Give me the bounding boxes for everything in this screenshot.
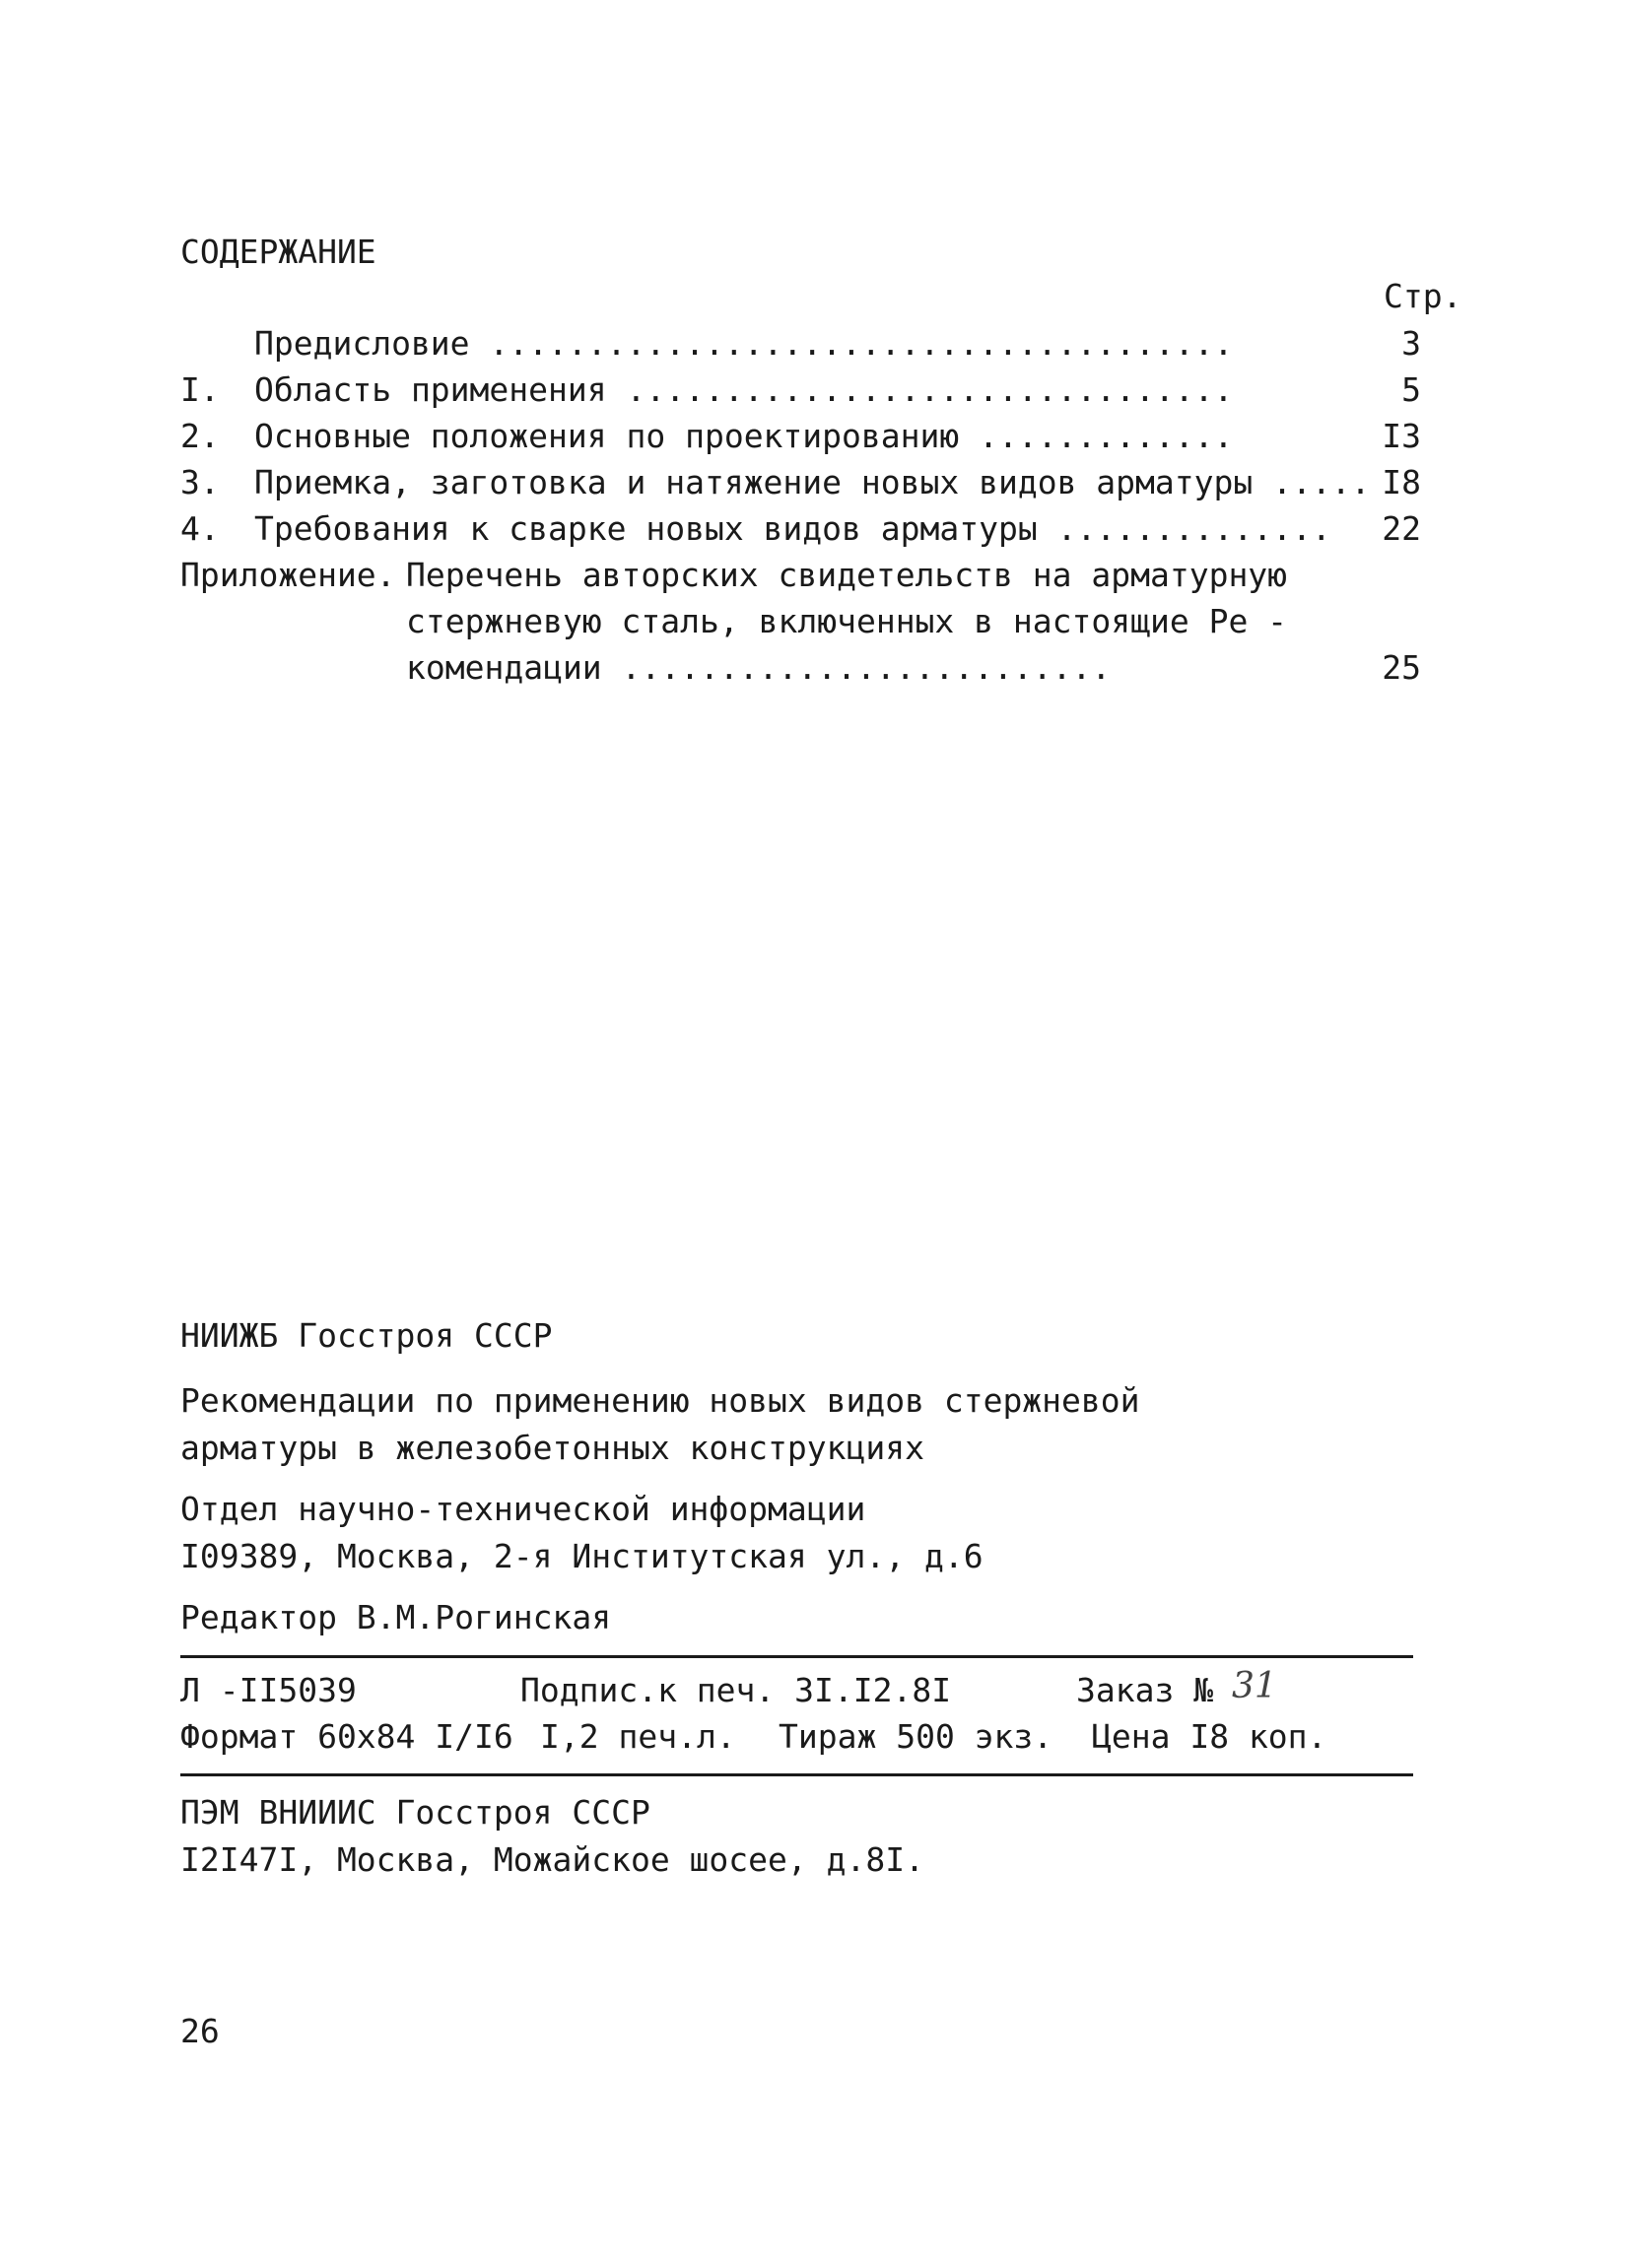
toc-entry-page: I8 bbox=[1382, 463, 1421, 501]
toc-entry-page: 5 bbox=[1401, 370, 1421, 409]
appendix-line: комендации ......................... bbox=[406, 648, 1112, 687]
appendix-page: 25 bbox=[1382, 648, 1421, 687]
toc-entry-number: I. bbox=[180, 370, 220, 409]
divider-line bbox=[180, 1773, 1413, 1776]
toc-entry-number: 3. bbox=[180, 463, 220, 501]
toc-appendix bbox=[0, 648, 1629, 696]
toc-entry bbox=[0, 463, 1629, 510]
toc-entry-page: 3 bbox=[1401, 324, 1421, 363]
page-number: 26 bbox=[180, 2012, 220, 2050]
print-run: Тираж 500 экз. bbox=[779, 1717, 1053, 1756]
format-info: Формат 60х84 I/I6 bbox=[180, 1717, 513, 1756]
toc-title: СОДЕРЖАНИЕ bbox=[180, 233, 376, 271]
imprint-title: Рекомендации по применению новых видов стержневой bbox=[180, 1381, 1140, 1420]
imprint-department: Отдел научно-технической информации bbox=[180, 1490, 866, 1528]
toc-entry bbox=[0, 417, 1629, 464]
toc-entry-text: Требования к сварке новых видов арматуры .............. bbox=[254, 509, 1331, 548]
imprint-org: НИИЖБ Госстроя СССР bbox=[180, 1316, 553, 1355]
toc-entry-page: 22 bbox=[1382, 509, 1421, 548]
printer-name: ПЭМ ВНИИИС Госстроя СССР bbox=[180, 1793, 650, 1832]
toc-entry-page: I3 bbox=[1382, 417, 1421, 455]
imprint-title: арматуры в железобетонных конструкциях bbox=[180, 1429, 924, 1467]
toc-entry-text: Приемка, заготовка и натяжение новых видов арматуры ..... bbox=[254, 463, 1371, 501]
price: Цена I8 коп. bbox=[1092, 1717, 1327, 1756]
toc-entry-number: 4. bbox=[180, 509, 220, 548]
order-label: Заказ № bbox=[1076, 1671, 1214, 1709]
toc-entry-text: Предисловие ...................................... bbox=[254, 324, 1234, 363]
toc-entry bbox=[0, 324, 1629, 371]
appendix-label: Приложение. bbox=[180, 556, 396, 594]
printer-address: I2I47I, Москва, Можайское шосее, д.8I. bbox=[180, 1840, 924, 1879]
toc-entry-number: 2. bbox=[180, 417, 220, 455]
appendix-line: Перечень авторских свидетельств на арматурную bbox=[406, 556, 1288, 594]
toc-entry-text: Область применения ............................... bbox=[254, 370, 1234, 409]
toc-entry bbox=[0, 370, 1629, 418]
toc-entry bbox=[0, 509, 1629, 557]
order-number: 31 bbox=[1232, 1666, 1277, 1706]
toc-appendix bbox=[0, 602, 1629, 649]
page-column-header: Стр. bbox=[1384, 277, 1462, 315]
toc-appendix bbox=[0, 556, 1629, 603]
signed-date: Подпис.к печ. 3I.I2.8I bbox=[520, 1671, 952, 1709]
imprint-editor: Редактор В.М.Рогинская bbox=[180, 1598, 612, 1636]
license-number: Л -II5039 bbox=[180, 1671, 357, 1709]
imprint-address: I09389, Москва, 2-я Институтская ул., д.6 bbox=[180, 1537, 984, 1575]
divider-line bbox=[180, 1655, 1413, 1658]
sheets-info: I,2 печ.л. bbox=[540, 1717, 736, 1756]
toc-entry-text: Основные положения по проектированию ............. bbox=[254, 417, 1234, 455]
appendix-line: стержневую сталь, включенных в настоящие Ре - bbox=[406, 602, 1288, 640]
